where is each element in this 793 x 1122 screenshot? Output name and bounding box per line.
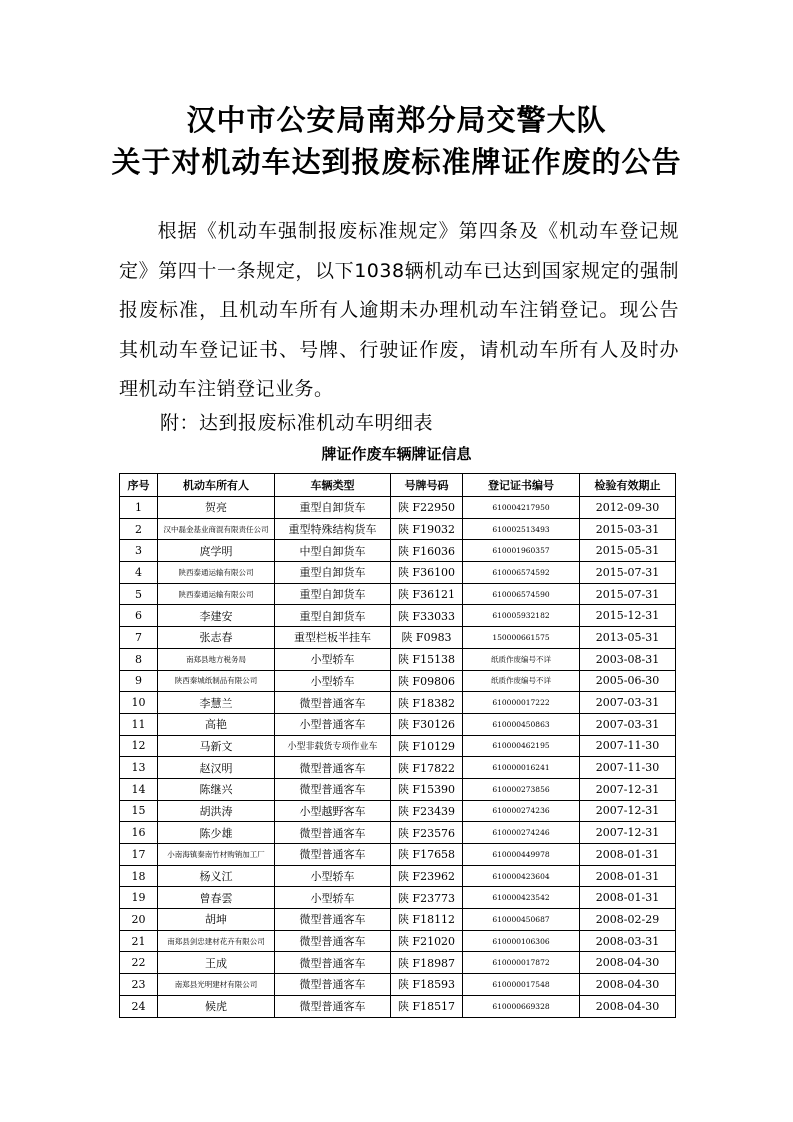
table-row	[120, 540, 676, 562]
cell-certificate: 610000450863	[463, 713, 580, 735]
cell-inspection-expiry: 2003-08-31	[580, 648, 676, 670]
annex-line: 附：达到报废标准机动车明细表	[160, 412, 434, 434]
table-caption: 牌证作废车辆牌证信息	[321, 445, 472, 463]
cell-inspection-expiry: 2008-03-31	[580, 930, 676, 952]
cell-owner: 汉中磊金基业商混有限责任公司	[158, 518, 275, 540]
cell-owner: 胡坤	[158, 909, 275, 931]
cell-index: 15	[120, 800, 158, 822]
cell-certificate: 610000462195	[463, 735, 580, 757]
cell-vehicle-type: 微型普通客车	[275, 995, 391, 1017]
cell-plate: 陕 F15390	[391, 778, 463, 800]
vehicle-table	[119, 473, 676, 1018]
header-plate: 号牌号码	[391, 474, 463, 497]
cell-inspection-expiry: 2005-06-30	[580, 670, 676, 692]
title-line-1: 汉中市公安局南郑分局交警大队	[186, 103, 607, 137]
cell-inspection-expiry: 2007-03-31	[580, 692, 676, 714]
cell-index: 3	[120, 540, 158, 562]
cell-inspection-expiry: 2007-03-31	[580, 713, 676, 735]
header-owner: 机动车所有人	[158, 474, 275, 497]
cell-owner: 马新文	[158, 735, 275, 757]
header-inspection-expiry: 检验有效期止	[580, 474, 676, 497]
table-row	[120, 648, 676, 670]
cell-owner: 李建安	[158, 605, 275, 627]
cell-owner: 陕西秦城纸制品有限公司	[158, 670, 275, 692]
cell-owner: 陕西泰通运输有限公司	[158, 583, 275, 605]
cell-vehicle-type: 小型越野客车	[275, 800, 391, 822]
cell-certificate: 610004217950	[463, 497, 580, 519]
cell-certificate: 610000106306	[463, 930, 580, 952]
cell-plate: 陕 F16036	[391, 540, 463, 562]
table-row	[120, 800, 676, 822]
cell-index: 24	[120, 995, 158, 1017]
cell-owner: 陈继兴	[158, 778, 275, 800]
table-row	[120, 930, 676, 952]
cell-plate: 陕 F22950	[391, 497, 463, 519]
table-row	[120, 713, 676, 735]
cell-vehicle-type: 微型普通客车	[275, 909, 391, 931]
cell-certificate: 610000016241	[463, 757, 580, 779]
cell-inspection-expiry: 2008-04-30	[580, 974, 676, 996]
cell-index: 7	[120, 627, 158, 649]
table-row	[120, 995, 676, 1017]
body-paragraph	[119, 212, 679, 410]
cell-plate: 陕 F09806	[391, 670, 463, 692]
cell-vehicle-type: 重型栏板半挂车	[275, 627, 391, 649]
cell-vehicle-type: 微型普通客车	[275, 692, 391, 714]
cell-owner: 陈少雄	[158, 822, 275, 844]
cell-inspection-expiry: 2008-04-30	[580, 995, 676, 1017]
table-row	[120, 909, 676, 931]
cell-certificate: 610000423542	[463, 887, 580, 909]
cell-certificate: 610001960357	[463, 540, 580, 562]
cell-vehicle-type: 小型轿车	[275, 887, 391, 909]
cell-plate: 陕 F36100	[391, 562, 463, 584]
header-vehicle-type: 车辆类型	[275, 474, 391, 497]
cell-index: 11	[120, 713, 158, 735]
cell-plate: 陕 F21020	[391, 930, 463, 952]
cell-certificate: 150000661575	[463, 627, 580, 649]
cell-index: 21	[120, 930, 158, 952]
cell-owner: 杨义江	[158, 865, 275, 887]
cell-vehicle-type: 微型普通客车	[275, 778, 391, 800]
cell-certificate: 纸质作废编号不详	[463, 670, 580, 692]
cell-inspection-expiry: 2015-03-31	[580, 518, 676, 540]
cell-inspection-expiry: 2007-11-30	[580, 735, 676, 757]
cell-vehicle-type: 微型普通客车	[275, 974, 391, 996]
cell-index: 22	[120, 952, 158, 974]
cell-inspection-expiry: 2008-01-31	[580, 887, 676, 909]
cell-inspection-expiry: 2015-05-31	[580, 540, 676, 562]
table-row	[120, 887, 676, 909]
table-row	[120, 822, 676, 844]
cell-vehicle-type: 重型自卸货车	[275, 562, 391, 584]
cell-certificate: 610000449978	[463, 844, 580, 866]
cell-plate: 陕 F17658	[391, 844, 463, 866]
cell-index: 10	[120, 692, 158, 714]
cell-plate: 陕 F18517	[391, 995, 463, 1017]
cell-owner: 陕西泰通运输有限公司	[158, 562, 275, 584]
cell-certificate: 610000423604	[463, 865, 580, 887]
cell-plate: 陕 F15138	[391, 648, 463, 670]
cell-owner: 庹学明	[158, 540, 275, 562]
cell-plate: 陕 F18593	[391, 974, 463, 996]
cell-plate: 陕 F23576	[391, 822, 463, 844]
cell-vehicle-type: 微型普通客车	[275, 757, 391, 779]
cell-inspection-expiry: 2007-12-31	[580, 822, 676, 844]
cell-index: 19	[120, 887, 158, 909]
cell-inspection-expiry: 2007-12-31	[580, 800, 676, 822]
cell-owner: 李慧兰	[158, 692, 275, 714]
title-line-2: 关于对机动车达到报废标准牌证作废的公告	[111, 145, 682, 179]
table-row	[120, 844, 676, 866]
cell-inspection-expiry: 2015-12-31	[580, 605, 676, 627]
cell-inspection-expiry: 2008-02-29	[580, 909, 676, 931]
cell-vehicle-type: 小型轿车	[275, 670, 391, 692]
cell-plate: 陕 F0983	[391, 627, 463, 649]
header-index: 序号	[120, 474, 158, 497]
cell-certificate: 610000273856	[463, 778, 580, 800]
cell-index: 9	[120, 670, 158, 692]
cell-certificate: 610000450687	[463, 909, 580, 931]
cell-inspection-expiry: 2007-11-30	[580, 757, 676, 779]
cell-owner: 贺亮	[158, 497, 275, 519]
cell-index: 1	[120, 497, 158, 519]
cell-inspection-expiry: 2008-01-31	[580, 865, 676, 887]
cell-vehicle-type: 小型轿车	[275, 865, 391, 887]
cell-owner: 胡洪涛	[158, 800, 275, 822]
cell-index: 23	[120, 974, 158, 996]
table-row	[120, 518, 676, 540]
cell-index: 2	[120, 518, 158, 540]
cell-vehicle-type: 重型自卸货车	[275, 605, 391, 627]
cell-index: 6	[120, 605, 158, 627]
cell-vehicle-type: 小型普通客车	[275, 713, 391, 735]
cell-certificate: 610000017222	[463, 692, 580, 714]
cell-inspection-expiry: 2015-07-31	[580, 583, 676, 605]
cell-owner: 王成	[158, 952, 275, 974]
cell-plate: 陕 F18987	[391, 952, 463, 974]
cell-plate: 陕 F36121	[391, 583, 463, 605]
cell-index: 17	[120, 844, 158, 866]
cell-owner: 南郑县地方税务局	[158, 648, 275, 670]
cell-vehicle-type: 重型自卸货车	[275, 583, 391, 605]
cell-index: 13	[120, 757, 158, 779]
cell-plate: 陕 F23773	[391, 887, 463, 909]
table-row	[120, 865, 676, 887]
cell-index: 4	[120, 562, 158, 584]
table-row	[120, 670, 676, 692]
cell-inspection-expiry: 2008-04-30	[580, 952, 676, 974]
table-row	[120, 562, 676, 584]
table-row	[120, 583, 676, 605]
table-row	[120, 497, 676, 519]
cell-owner: 候虎	[158, 995, 275, 1017]
cell-certificate: 610005932182	[463, 605, 580, 627]
table-row	[120, 757, 676, 779]
cell-certificate: 610002513493	[463, 518, 580, 540]
table-row	[120, 952, 676, 974]
cell-index: 12	[120, 735, 158, 757]
cell-inspection-expiry: 2007-12-31	[580, 778, 676, 800]
cell-vehicle-type: 小型轿车	[275, 648, 391, 670]
cell-inspection-expiry: 2008-01-31	[580, 844, 676, 866]
cell-certificate: 610000017548	[463, 974, 580, 996]
cell-vehicle-type: 微型普通客车	[275, 930, 391, 952]
body-text: 根据《机动车强制报废标准规定》第四条及《机动车登记规定》第四十一条规定，以下1038辆机动车已达到国家规定的强制报废标准，且机动车所有人逾期未办理机动车注销登记。现公告其机动车登记证书、号牌、行驶证作废，请机动车所有人及时办理机动车注销登记业务。	[119, 220, 679, 400]
cell-certificate: 610000017872	[463, 952, 580, 974]
table-row	[120, 692, 676, 714]
cell-index: 18	[120, 865, 158, 887]
header-certificate: 登记证书编号	[463, 474, 580, 497]
cell-index: 14	[120, 778, 158, 800]
table-row	[120, 974, 676, 996]
cell-certificate: 610000274236	[463, 800, 580, 822]
cell-plate: 陕 F10129	[391, 735, 463, 757]
cell-plate: 陕 F23962	[391, 865, 463, 887]
cell-owner: 南郑县光明建材有限公司	[158, 974, 275, 996]
cell-vehicle-type: 微型普通客车	[275, 844, 391, 866]
cell-plate: 陕 F18382	[391, 692, 463, 714]
cell-inspection-expiry: 2015-07-31	[580, 562, 676, 584]
cell-vehicle-type: 中型自卸货车	[275, 540, 391, 562]
cell-inspection-expiry: 2013-05-31	[580, 627, 676, 649]
cell-certificate: 610000669328	[463, 995, 580, 1017]
table-header-row	[120, 474, 676, 497]
cell-inspection-expiry: 2012-09-30	[580, 497, 676, 519]
table-row	[120, 778, 676, 800]
cell-index: 8	[120, 648, 158, 670]
table-row	[120, 605, 676, 627]
cell-certificate: 纸质作废编号不详	[463, 648, 580, 670]
cell-certificate: 610006574592	[463, 562, 580, 584]
cell-plate: 陕 F19032	[391, 518, 463, 540]
cell-owner: 南郑县剑忠建材花卉有限公司	[158, 930, 275, 952]
cell-owner: 张志春	[158, 627, 275, 649]
cell-plate: 陕 F30126	[391, 713, 463, 735]
cell-vehicle-type: 重型自卸货车	[275, 497, 391, 519]
cell-owner: 小南海镇秦南竹材购销加工厂	[158, 844, 275, 866]
table-row	[120, 735, 676, 757]
cell-plate: 陕 F17822	[391, 757, 463, 779]
table-row	[120, 627, 676, 649]
cell-vehicle-type: 小型非载货专项作业车	[275, 735, 391, 757]
cell-vehicle-type: 微型普通客车	[275, 952, 391, 974]
cell-certificate: 610006574590	[463, 583, 580, 605]
cell-index: 5	[120, 583, 158, 605]
cell-plate: 陕 F18112	[391, 909, 463, 931]
cell-owner: 高艳	[158, 713, 275, 735]
cell-vehicle-type: 微型普通客车	[275, 822, 391, 844]
cell-plate: 陕 F33033	[391, 605, 463, 627]
cell-owner: 曾春雲	[158, 887, 275, 909]
cell-owner: 赵汉明	[158, 757, 275, 779]
cell-index: 16	[120, 822, 158, 844]
cell-certificate: 610000274246	[463, 822, 580, 844]
cell-vehicle-type: 重型特殊结构货车	[275, 518, 391, 540]
cell-index: 20	[120, 909, 158, 931]
cell-plate: 陕 F23439	[391, 800, 463, 822]
